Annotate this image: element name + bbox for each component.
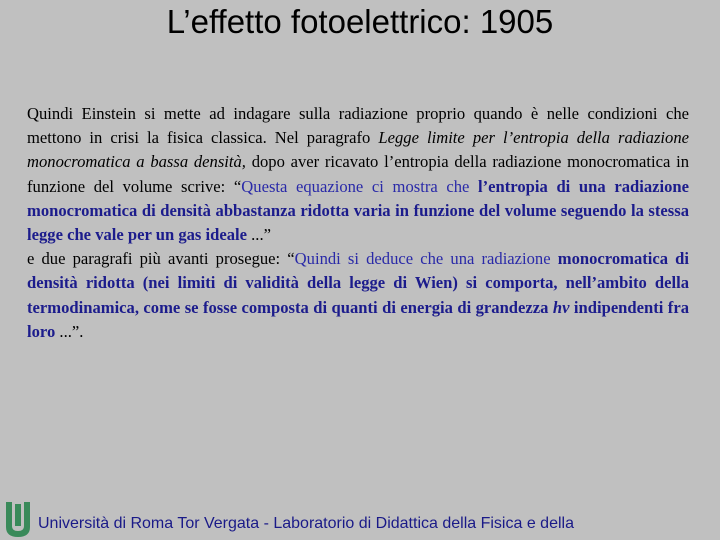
quote-2-hv: hν xyxy=(552,297,570,317)
university-logo-icon xyxy=(4,500,32,538)
quote-2-bold-a: monocromatica di densità ridotta (nei limiti di validità della legge di Wien) si comporta, nell’ambito della termodinamica, come se fosse composta di quanti di energia di grandezza xyxy=(27,249,690,317)
quote-2-bold-b: indipendenti fra loro xyxy=(27,297,689,341)
quote-2-end: ...”. xyxy=(55,321,84,341)
quote-1-start: Questa equazione ci mostra che xyxy=(241,176,479,196)
paragraph-1-intro: Quindi Einstein si mette ad indagare sulla radiazione proprio quando è nelle condizioni che mettono in crisi la fisica classica. Nel paragrafo xyxy=(27,104,689,148)
body-text xyxy=(27,102,689,344)
footer-text: Università di Roma Tor Vergata - Laboratorio di Didattica della Fisica e della xyxy=(38,515,574,532)
slide-title: L’effetto fotoelettrico: 1905 xyxy=(166,3,554,40)
quote-1-bold: l’entropia di una radiazione monocromatica di densità abbastanza ridotta varia in funzione del volume seguendo la stessa legge che vale per un gas ideale xyxy=(27,176,689,245)
paragraph-1 xyxy=(27,102,689,247)
paragraph-2-intro: e due paragrafi più avanti prosegue: “ xyxy=(27,249,295,269)
paragraph-2 xyxy=(27,247,689,344)
quote-1-end: ...” xyxy=(247,225,271,245)
paragraph-title: Legge limite per l’entropia della radiazione monocromatica a bassa densità, xyxy=(27,128,689,172)
quote-2-start: Quindi si deduce che una radiazione xyxy=(294,249,558,269)
paragraph-1-lead: dopo aver ricavato l’entropia della radiazione monocromatica in funzione del volume scrive: “ xyxy=(27,152,690,196)
footer xyxy=(0,500,720,540)
